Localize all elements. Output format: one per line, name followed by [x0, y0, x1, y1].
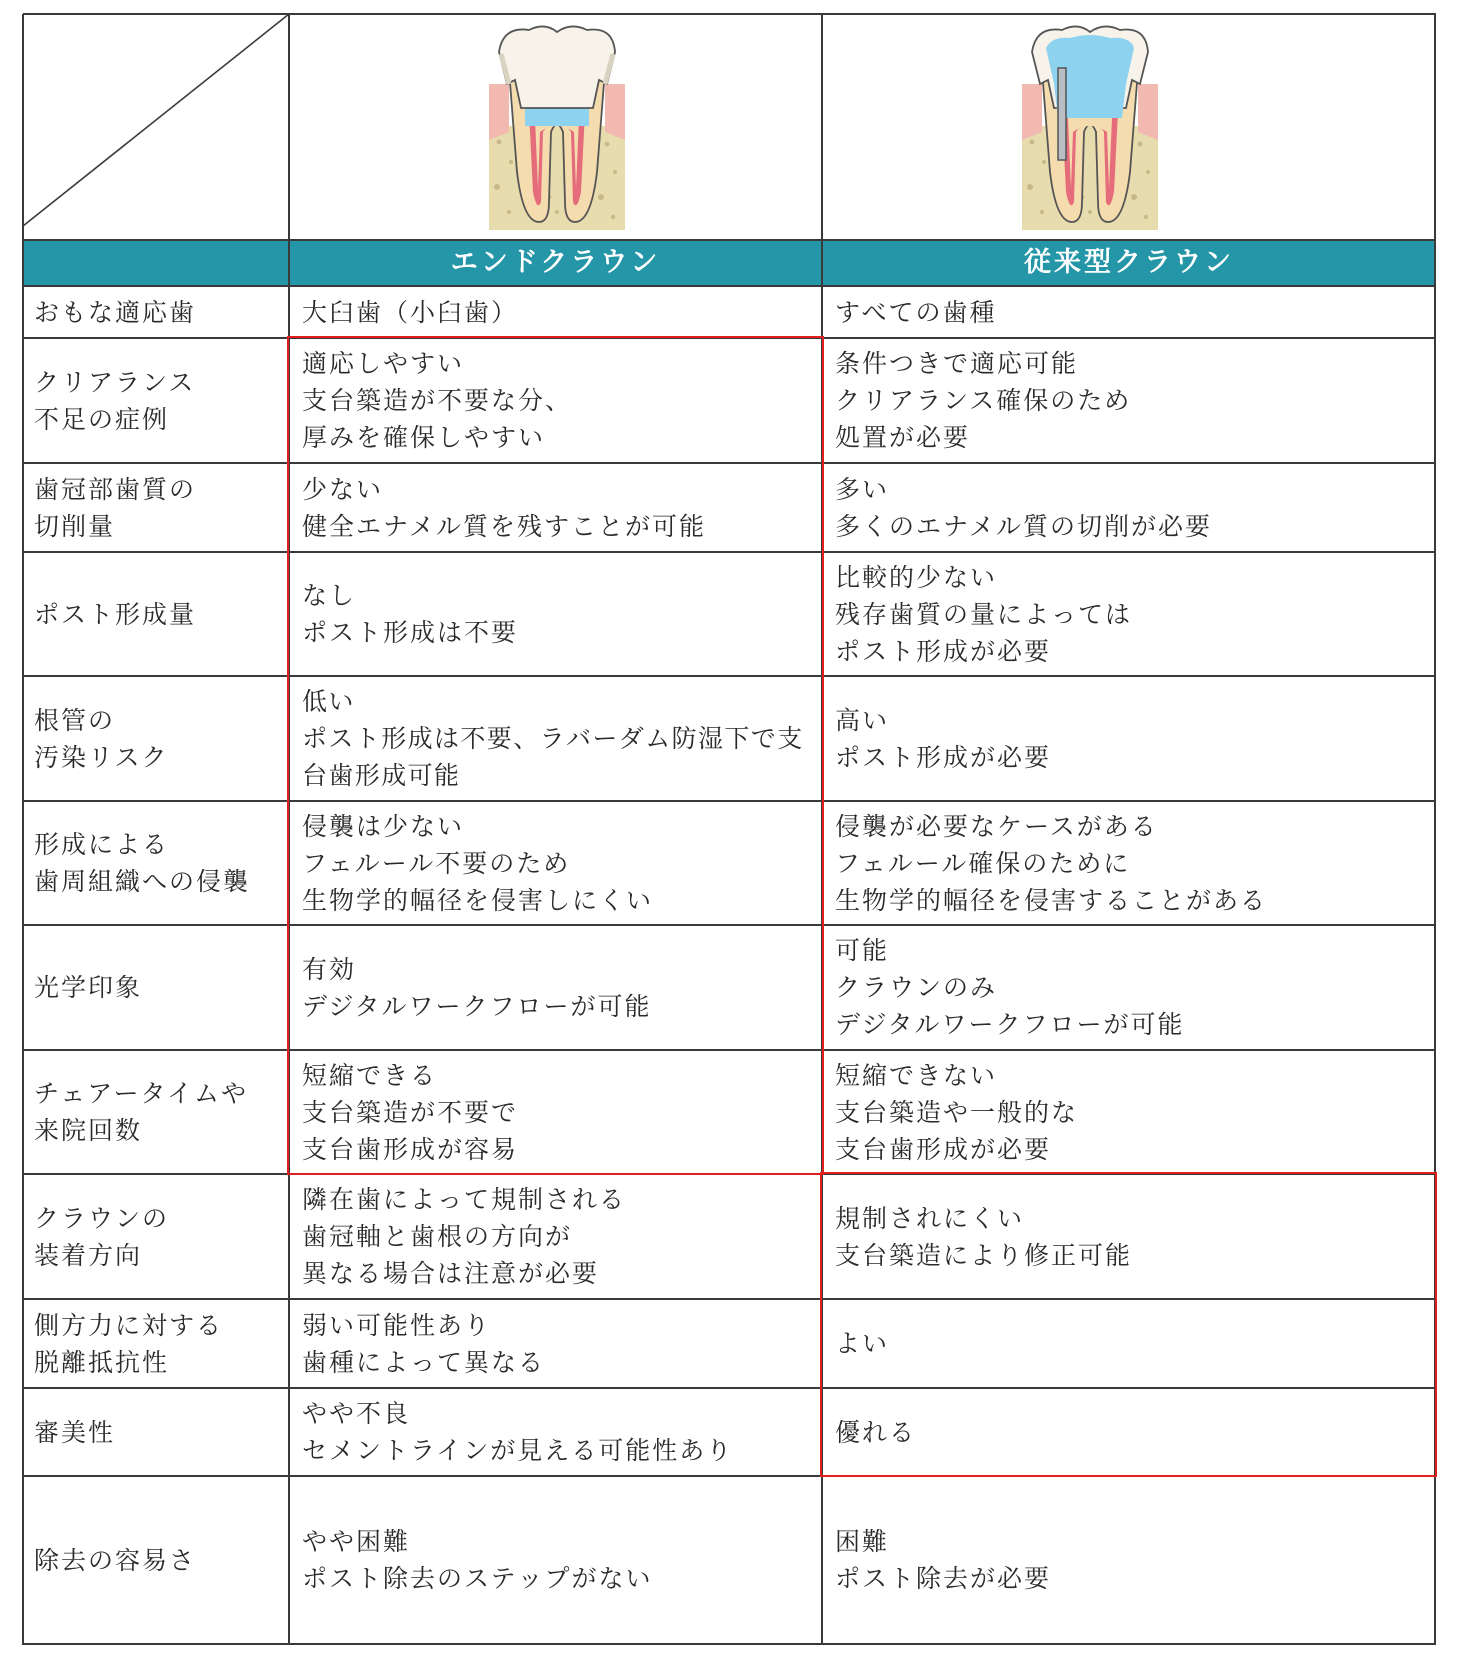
bone-block	[1022, 126, 1158, 230]
endo-cell: 弱い可能性あり 歯種によって異なる	[302, 1310, 546, 1377]
row-label: クラウンの 装着方向	[34, 1203, 170, 1270]
row-label: 歯冠部歯質の 切削量	[34, 474, 197, 541]
conventional-cell: 短縮できない 支台築造や一般的な 支台歯形成が必要	[835, 1060, 1079, 1164]
row-label: ポスト形成量	[34, 599, 197, 629]
conventional-cell: 優れる	[835, 1417, 917, 1447]
endo-cell: 低い ポスト形成は不要、ラバーダム防湿下で支 台歯形成可能	[302, 687, 804, 790]
endo-cell: 侵襲は少ない フェルール不要のため 生物学的幅径を侵害しにくい	[302, 811, 654, 915]
conventional-cell: 可能 クラウンのみ デジタルワークフローが可能	[835, 936, 1185, 1039]
post	[1058, 68, 1066, 160]
conventional-cell: 高い ポスト形成が必要	[835, 705, 1052, 772]
comparison-table	[23, 14, 1436, 1645]
column-header-endocrown: エンドクラウン	[450, 247, 661, 278]
endo-cell: なし ポスト形成は不要	[302, 581, 519, 647]
endocrown-restoration-blue	[525, 108, 589, 126]
conventional-crown-tooth-illustration	[1022, 22, 1158, 230]
endo-cell: 適応しやすい 支台築造が不要な分、 厚みを確保しやすい	[302, 349, 573, 452]
row-label: おもな適応歯	[34, 297, 197, 327]
endo-cell: 少ない 健全エナメル質を残すことが可能	[302, 474, 707, 541]
grid-line	[23, 13, 1436, 15]
endo-cell: やや困難 ポスト除去のステップがない	[302, 1527, 653, 1593]
endo-cell: 有効 デジタルワークフローが可能	[302, 954, 652, 1021]
conventional-cell: 多い 多くのエナメル質の切削が必要	[835, 474, 1213, 541]
row-label: 除去の容易さ	[34, 1545, 197, 1575]
endo-cell: 大臼歯（小臼歯）	[302, 297, 519, 327]
row-label: チェアータイムや 来院回数	[34, 1079, 249, 1145]
column-header-conventional-crown: 従来型クラウン	[1024, 247, 1234, 278]
grid-line	[23, 239, 1436, 241]
row-label: 審美性	[34, 1417, 116, 1447]
conventional-cell: 条件つきで適応可能 クリアランス確保のため 処置が必要	[835, 349, 1132, 452]
corner-diagonal	[23, 14, 289, 240]
endo-cell: 短縮できる 支台築造が不要で 支台歯形成が容易	[302, 1060, 519, 1164]
conventional-cell: 規制されにくい 支台築造により修正可能	[835, 1203, 1133, 1270]
conventional-cell: 困難 ポスト除去が必要	[835, 1527, 1052, 1593]
endo-cell: 隣在歯によって規制される 歯冠軸と歯根の方向が 異なる場合は注意が必要	[302, 1185, 627, 1288]
conventional-cell: 侵襲が必要なケースがある フェルール確保のために 生物学的幅径を侵害することがある	[835, 811, 1268, 915]
row-label: クリアランス 不足の症例	[34, 367, 196, 434]
row-label: 光学印象	[34, 973, 143, 1002]
conventional-cell: 比較的少ない 残存歯質の量によっては ポスト形成が必要	[835, 562, 1133, 666]
endo-cell: やや不良 セメントラインが見える可能性あり	[302, 1399, 734, 1465]
row-label: 根管の 汚染リスク	[34, 705, 169, 772]
bone-block	[489, 126, 625, 230]
conventional-cell: よい	[835, 1329, 890, 1358]
endocrown-tooth-illustration	[489, 22, 625, 230]
conventional-cell: すべての歯種	[835, 297, 997, 327]
row-label: 側方力に対する 脱離抵抗性	[34, 1310, 224, 1377]
row-label: 形成による 歯周組織への侵襲	[34, 830, 251, 896]
